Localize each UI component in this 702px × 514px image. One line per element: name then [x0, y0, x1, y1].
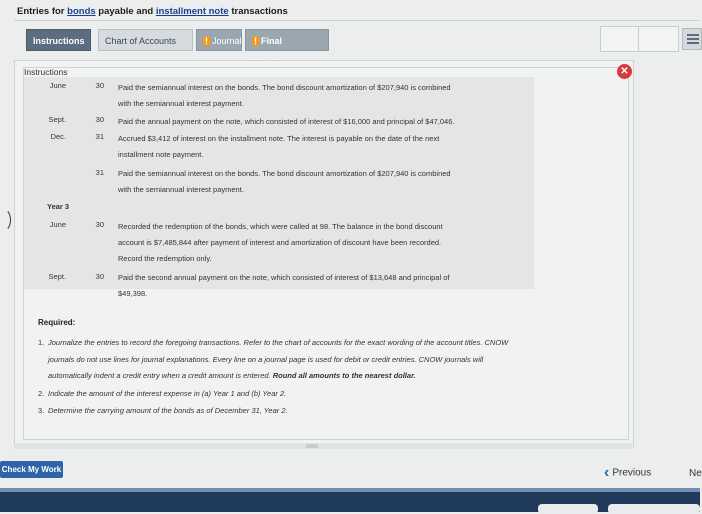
row-desc: Record the redemption only. [118, 254, 212, 263]
tab-label: Chart of Accounts [105, 36, 177, 46]
required-item-3 [38, 406, 288, 415]
title-link-bonds[interactable]: bonds [67, 6, 96, 17]
row-desc: Accrued $3,412 of interest on the installment note. The interest is payable on the date of the next [118, 134, 440, 143]
row-desc: with the semiannual interest payment. [118, 185, 244, 194]
required-heading: Required: [38, 318, 76, 327]
tab-label: Final [261, 36, 283, 46]
footer-highlight [0, 488, 700, 492]
warning-icon: ! [254, 36, 257, 46]
check-my-work-button[interactable]: Check My Work [0, 461, 63, 478]
footer-control[interactable] [538, 504, 598, 514]
item-text: Journalize the entries to record the foregoing transactions. Refer to the chart of accounts for the exact wording of the account titles. CNOW [48, 338, 509, 347]
row-day: 30 [95, 272, 104, 281]
row-month: Sept. [48, 272, 66, 281]
required-item-1 [38, 338, 508, 347]
tab-instructions[interactable] [26, 29, 91, 51]
scroll-indicator-icon [0, 208, 11, 232]
item-number: 3. [38, 406, 45, 415]
title-text: payable and [95, 6, 156, 17]
footer-control[interactable] [608, 504, 700, 514]
row-desc: $49,398. [118, 289, 148, 298]
row-desc: Paid the second annual payment on the note, which consisted of interest of $13,648 and principal of [118, 273, 450, 282]
tab-label: Instructions [33, 36, 85, 46]
item-number: 2. [38, 389, 45, 398]
previous-button[interactable] [604, 464, 651, 484]
scrollbar-thumb[interactable] [306, 444, 318, 448]
row-month: June [49, 220, 66, 229]
close-icon[interactable]: ✕ [617, 64, 632, 79]
row-desc: installment note payment. [118, 150, 204, 159]
instructions-heading: Instructions [24, 67, 68, 77]
row-desc: with the semiannual interest payment. [118, 99, 244, 108]
required-item-1-line3 [48, 371, 416, 380]
item-emphasis: Round all amounts to the nearest dollar. [272, 371, 416, 380]
scrollbar[interactable] [14, 443, 632, 449]
tab-final-questions[interactable] [245, 29, 329, 51]
row-day: 30 [95, 115, 104, 124]
tab-journal[interactable] [196, 29, 242, 51]
row-month: Dec. [50, 132, 66, 141]
row-day: 31 [95, 132, 104, 141]
title-link-installment-note[interactable]: installment note [155, 6, 229, 17]
row-month: Sept. [48, 115, 66, 124]
row-desc: Paid the annual payment on the note, which consisted of interest of $16,000 and principal of $47,046. [118, 117, 455, 126]
menu-icon[interactable] [682, 28, 702, 50]
row-day: 31 [95, 168, 104, 177]
row-desc: Recorded the redemption of the bonds, which were called at 98. The balance in the bond discount [118, 222, 443, 231]
row-desc: Paid the semiannual interest on the bonds. The bond discount amortization of $207,940 is combined [118, 169, 451, 178]
item-text: Indicate the amount of the interest expense in (a) Year 1 and (b) Year 2. [48, 389, 287, 398]
required-item-1-line2: journals do not use lines for journal explanations. Every line on a journal page is used for debit or credit entries. CNOW journals will [48, 355, 484, 364]
row-day: 30 [95, 81, 104, 90]
previous-label: Previous [612, 467, 652, 479]
item-text: Determine the carrying amount of the bonds as of December 31, Year 2. [48, 406, 288, 415]
item-number: 1. [38, 338, 45, 347]
title-text: transactions [228, 6, 288, 17]
required-item-2 [38, 389, 286, 398]
row-desc: account is $7,485,844 after payment of interest and amortization of discount have been recorded. [118, 238, 442, 247]
warning-icon: ! [205, 36, 208, 46]
row-month: June [49, 81, 66, 90]
score-box [600, 26, 679, 52]
title-text: Entries for [17, 6, 68, 17]
tab-label: Journal [212, 36, 242, 46]
next-button[interactable]: Ne [689, 468, 702, 479]
item-text: automatically indent a credit entry when a credit amount is entered. [48, 371, 273, 380]
row-desc: Paid the semiannual interest on the bonds. The bond discount amortization of $207,940 is combined [118, 83, 451, 92]
header-divider [14, 20, 700, 21]
year-label: Year 3 [47, 202, 70, 211]
score-separator [638, 27, 639, 51]
chevron-left-icon: ‹ [604, 464, 610, 481]
page-title [17, 6, 288, 17]
tab-chart-of-accounts[interactable] [98, 29, 193, 51]
row-day: 30 [95, 220, 104, 229]
